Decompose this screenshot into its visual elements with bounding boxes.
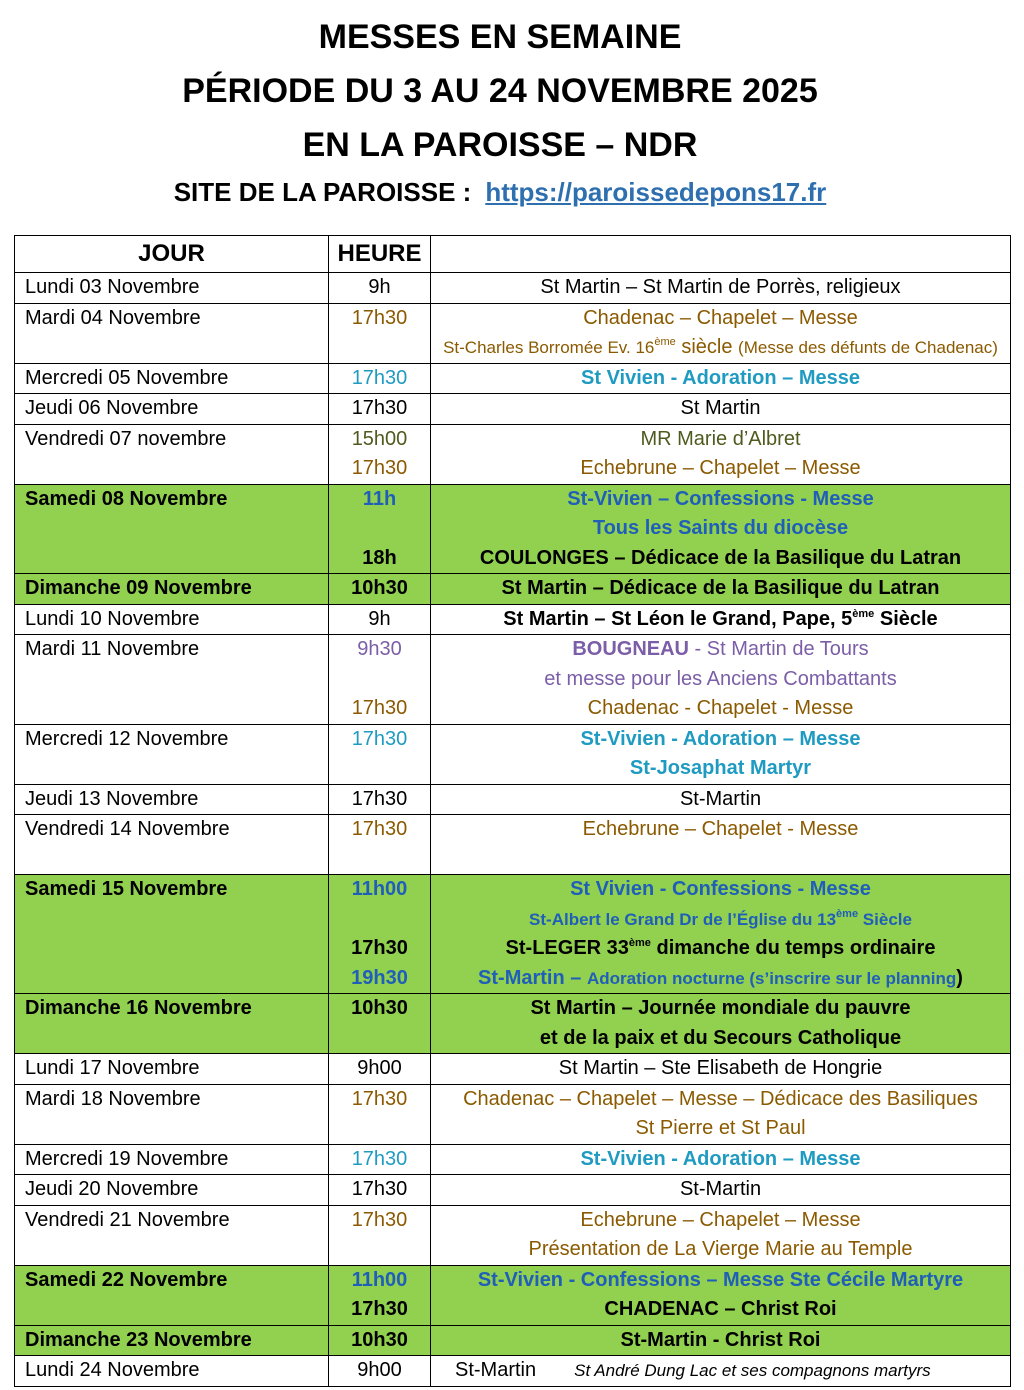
- time: 9h30: [357, 638, 402, 660]
- desc-text: St-Albert le Grand Dr de l’Église du 13: [529, 909, 837, 929]
- desc-line: St-Martin: [679, 787, 762, 810]
- day-cell: Mardi 04 Novembre: [15, 303, 329, 363]
- time-cell: [329, 303, 431, 363]
- day-cell: Mercredi 12 Novembre: [15, 724, 329, 784]
- time: 10h30: [351, 997, 408, 1019]
- table-row: [15, 724, 1011, 784]
- time: 11h: [362, 487, 397, 510]
- desc-line: et messe pour les Anciens Combattants: [544, 667, 897, 690]
- parish-title: EN LA PAROISSE – NDR: [302, 126, 698, 164]
- desc-line: St Martin – Ste Elisabeth de Hongrie: [558, 1057, 883, 1079]
- time-cell: [329, 815, 431, 875]
- time: 19h30: [351, 966, 408, 989]
- desc-line: St Martin – Dédicace de la Basilique du Latran: [501, 577, 940, 599]
- desc-line: [431, 1356, 1010, 1386]
- desc-line: St Martin – St Martin de Porrès, religieux: [540, 276, 901, 298]
- time-cell: [329, 784, 431, 815]
- table-row: [15, 604, 1011, 635]
- desc-cell: [431, 363, 1011, 394]
- desc-cell: [431, 303, 1011, 363]
- day-cell: Mardi 11 Novembre: [15, 635, 329, 725]
- desc-cell: [431, 394, 1011, 425]
- time: 17h30: [351, 1298, 408, 1320]
- time-cell: [329, 1205, 431, 1265]
- time: 17h30: [351, 697, 408, 719]
- desc-line: Chadenac – Chapelet – Messe – Dédicace des Basiliques: [463, 1087, 978, 1110]
- desc-text: ): [956, 966, 963, 989]
- desc-text: Siècle: [858, 909, 912, 929]
- time: 17h30: [351, 787, 408, 810]
- desc-cell: [431, 273, 1011, 304]
- time-cell: [329, 1175, 431, 1206]
- time-cell: [329, 273, 431, 304]
- time-cell: [329, 875, 431, 994]
- day-cell: Lundi 17 Novembre: [15, 1054, 329, 1085]
- day-cell: Vendredi 07 novembre: [15, 424, 329, 484]
- time: 18h: [362, 546, 397, 569]
- table-row: [15, 994, 1011, 1054]
- desc-cell: [431, 1144, 1011, 1175]
- table-row: [15, 1084, 1011, 1144]
- desc-line: St Martin – Journée mondiale du pauvre: [530, 997, 911, 1019]
- time-cell: [329, 574, 431, 605]
- table-row: [15, 484, 1011, 574]
- desc-line: [431, 934, 1010, 964]
- desc-line: [431, 333, 1010, 363]
- time: 17h30: [351, 727, 408, 750]
- day-cell: Lundi 03 Novembre: [15, 273, 329, 304]
- time-cell: [329, 363, 431, 394]
- time-cell: [329, 1144, 431, 1175]
- day-cell: Dimanche 09 Novembre: [15, 574, 329, 605]
- superscript: ème: [852, 607, 875, 620]
- desc-text: Adoration nocturne (s’inscrire sur le planning: [586, 968, 957, 988]
- time-cell: [329, 604, 431, 635]
- table-row: [15, 1054, 1011, 1085]
- table-row: [15, 1265, 1011, 1325]
- desc-cell: [431, 604, 1011, 635]
- time: 15h00: [351, 427, 408, 450]
- desc-cell: [431, 1356, 1011, 1387]
- table-row: [15, 273, 1011, 304]
- desc-line: CHADENAC – Christ Roi: [604, 1298, 837, 1320]
- page-title: MESSES EN SEMAINE: [318, 18, 682, 56]
- time: 17h30: [351, 937, 408, 959]
- desc-line: St Pierre et St Paul: [635, 1117, 806, 1139]
- col-header-time: HEURE: [329, 236, 431, 273]
- superscript: ème: [628, 937, 651, 949]
- desc-line: COULONGES – Dédicace de la Basilique du Latran: [479, 546, 962, 569]
- desc-text: St-Martin: [455, 1359, 537, 1381]
- desc-cell: [431, 1175, 1011, 1206]
- time: 9h00: [357, 1359, 402, 1381]
- desc-line: Chadenac – Chapelet – Messe: [583, 306, 858, 329]
- table-row: [15, 1205, 1011, 1265]
- table-row: [15, 363, 1011, 394]
- schedule-table: [14, 235, 1011, 1387]
- desc-line: St-Vivien - Confessions – Messe Ste Cécile Martyre: [477, 1268, 964, 1291]
- desc-line: St-Vivien - Adoration – Messe: [580, 1147, 861, 1170]
- col-header-desc: [431, 236, 1011, 273]
- desc-cell: [431, 815, 1011, 875]
- time: 17h30: [351, 306, 408, 329]
- day-cell: Mercredi 05 Novembre: [15, 363, 329, 394]
- desc-line: St-Vivien – Confessions - Messe: [567, 487, 874, 510]
- table-header-row: [15, 236, 1011, 273]
- desc-line: Echebrune – Chapelet – Messe: [580, 457, 861, 479]
- day-cell: Samedi 22 Novembre: [15, 1265, 329, 1325]
- time-cell: [329, 635, 431, 725]
- day-cell: Lundi 10 Novembre: [15, 604, 329, 635]
- desc-cell: [431, 875, 1011, 994]
- desc-cell: [431, 424, 1011, 484]
- superscript: ème: [654, 336, 676, 348]
- desc-text: St Martin – St Léon le Grand, Pape, 5: [503, 607, 853, 630]
- time-cell: [329, 1265, 431, 1325]
- desc-cell: [431, 994, 1011, 1054]
- time-cell: [329, 1084, 431, 1144]
- desc-text: dimanche du temps ordinaire: [650, 937, 936, 959]
- table-row: [15, 1356, 1011, 1387]
- desc-cell: [431, 784, 1011, 815]
- day-cell: Samedi 15 Novembre: [15, 875, 329, 994]
- desc-line: [431, 964, 1010, 994]
- desc-line: St-Vivien - Adoration – Messe: [580, 727, 861, 750]
- day-cell: Dimanche 23 Novembre: [15, 1325, 329, 1356]
- time: 17h30: [351, 1087, 408, 1110]
- desc-text: St-LEGER 33: [505, 937, 629, 959]
- desc-text: siècle: [675, 336, 739, 358]
- day-cell: Vendredi 14 Novembre: [15, 815, 329, 875]
- time: 11h00: [351, 1268, 408, 1291]
- desc-line: Echebrune – Chapelet – Messe: [580, 1208, 861, 1231]
- desc-line: St Martin: [680, 397, 761, 419]
- table-row: [15, 784, 1011, 815]
- day-cell: Dimanche 16 Novembre: [15, 994, 329, 1054]
- site-label: SITE DE LA PAROISSE :: [173, 177, 472, 207]
- time: 9h: [368, 276, 391, 298]
- time-cell: [329, 994, 431, 1054]
- desc-cell: [431, 1205, 1011, 1265]
- desc-line: St-Martin - Christ Roi: [620, 1328, 821, 1351]
- time: 17h30: [351, 1147, 408, 1170]
- desc-line: MR Marie d’Albret: [640, 427, 801, 450]
- table-row: [15, 1144, 1011, 1175]
- desc-note: St André Dung Lac et ses compagnons martyrs: [574, 1361, 931, 1380]
- time-cell: [329, 1054, 431, 1085]
- col-header-day: JOUR: [15, 236, 329, 273]
- table-row: [15, 424, 1011, 484]
- period-title: PÉRIODE DU 3 AU 24 NOVEMBRE 2025: [182, 72, 818, 110]
- superscript: ème: [836, 907, 859, 920]
- desc-line: [431, 905, 1010, 935]
- day-cell: Vendredi 21 Novembre: [15, 1205, 329, 1265]
- day-cell: Mercredi 19 Novembre: [15, 1144, 329, 1175]
- desc-line: Présentation de La Vierge Marie au Temple: [528, 1238, 913, 1260]
- desc-line: [431, 605, 1010, 635]
- table-row: [15, 394, 1011, 425]
- site-link[interactable]: https://paroissedepons17.fr: [485, 177, 827, 207]
- desc-line: Tous les Saints du diocèse: [592, 517, 849, 539]
- desc-line: St-Josaphat Martyr: [629, 757, 812, 779]
- desc-text: - St Martin de Tours: [688, 638, 869, 660]
- table-row: [15, 1175, 1011, 1206]
- time-cell: [329, 394, 431, 425]
- time: 17h30: [351, 818, 408, 840]
- time: 10h30: [351, 1328, 408, 1351]
- desc-cell: [431, 1265, 1011, 1325]
- desc-line: St-Martin: [679, 1178, 762, 1200]
- table-row: [15, 1325, 1011, 1356]
- day-cell: Mardi 18 Novembre: [15, 1084, 329, 1144]
- desc-text: St-Charles Borromée Ev. 16: [443, 338, 655, 357]
- day-cell: Lundi 24 Novembre: [15, 1356, 329, 1387]
- site-line: [0, 172, 1000, 212]
- desc-line: Echebrune – Chapelet - Messe: [582, 818, 859, 840]
- desc-text: Siècle: [874, 607, 938, 630]
- table-row: [15, 875, 1011, 994]
- day-cell: Jeudi 20 Novembre: [15, 1175, 329, 1206]
- desc-line: [431, 635, 1010, 665]
- time: [329, 514, 430, 544]
- time: 17h30: [351, 457, 408, 479]
- table-row: [15, 635, 1011, 725]
- desc-cell: [431, 724, 1011, 784]
- time-cell: [329, 724, 431, 784]
- time-cell: [329, 1325, 431, 1356]
- desc-line: St Vivien - Confessions - Messe: [570, 878, 871, 900]
- time: 17h30: [351, 366, 408, 389]
- day-cell: Samedi 08 Novembre: [15, 484, 329, 574]
- desc-cell: [431, 1054, 1011, 1085]
- desc-cell: [431, 574, 1011, 605]
- desc-text: St-Martin –: [478, 966, 587, 989]
- desc-line: Chadenac - Chapelet - Messe: [587, 697, 854, 719]
- desc-cell: [431, 635, 1011, 725]
- time-cell: [329, 484, 431, 574]
- time: 11h00: [351, 878, 408, 900]
- table-row: [15, 303, 1011, 363]
- table-row: [15, 815, 1011, 875]
- desc-cell: [431, 484, 1011, 574]
- time: 10h30: [351, 577, 408, 599]
- time: [329, 905, 430, 935]
- time: 9h00: [357, 1057, 402, 1079]
- desc-cell: [431, 1325, 1011, 1356]
- desc-note: (Messe des défunts de Chadenac): [738, 338, 998, 357]
- time: 17h30: [351, 397, 408, 419]
- time: [329, 665, 430, 695]
- desc-text: BOUGNEAU: [572, 638, 689, 660]
- time-cell: [329, 424, 431, 484]
- desc-line: St Vivien - Adoration – Messe: [581, 366, 860, 389]
- table-row: [15, 574, 1011, 605]
- desc-line: et de la paix et du Secours Catholique: [539, 1026, 902, 1049]
- desc-cell: [431, 1084, 1011, 1144]
- time: 17h30: [351, 1208, 408, 1231]
- time: 17h30: [351, 1178, 408, 1200]
- day-cell: Jeudi 13 Novembre: [15, 784, 329, 815]
- day-cell: Jeudi 06 Novembre: [15, 394, 329, 425]
- time-cell: [329, 1356, 431, 1387]
- time: 9h: [368, 607, 391, 630]
